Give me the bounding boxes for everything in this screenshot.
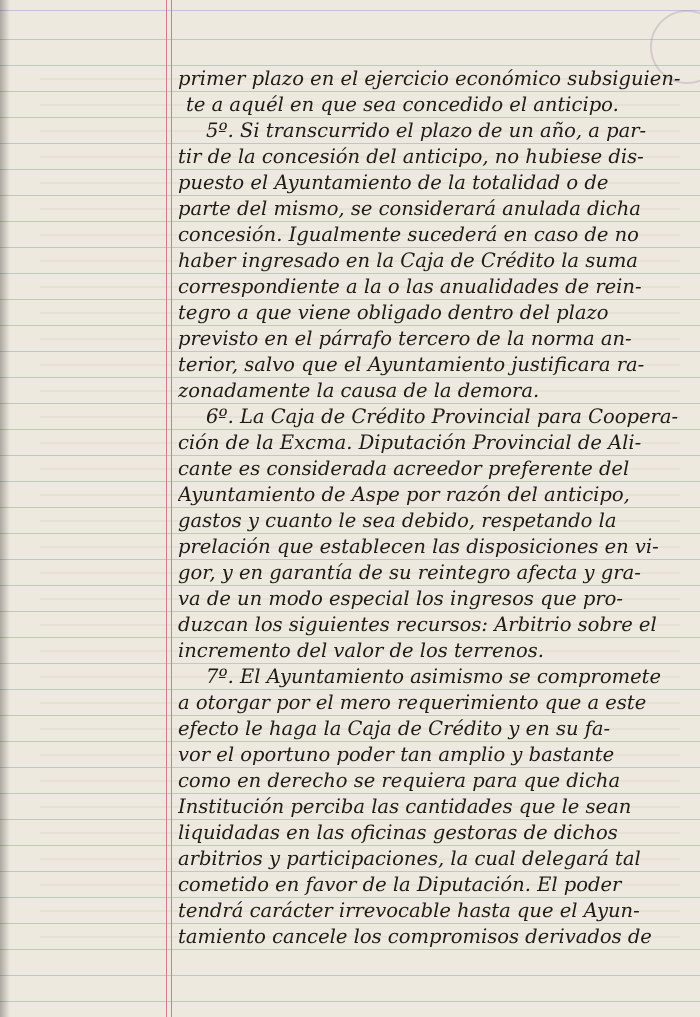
text-line: 6º. La Caja de Crédito Provincial para Coopera- bbox=[206, 405, 679, 428]
text-line: Institución perciba las cantidades que le sean bbox=[178, 795, 632, 818]
text-line: va de un modo especial los ingresos que pro- bbox=[178, 587, 624, 610]
text-line: gor, y en garantía de su reintegro afecta y gra- bbox=[178, 561, 641, 584]
text-line: correspondiente a la o las anualidades de rein- bbox=[178, 275, 642, 298]
text-line: haber ingresado en la Caja de Crédito la suma bbox=[178, 249, 638, 272]
margin-rule-left bbox=[166, 0, 167, 1017]
text-line: tir de la concesión del anticipo, no hubiese dis- bbox=[178, 145, 644, 168]
text-line: 7º. El Ayuntamiento asimismo se compromete bbox=[206, 665, 662, 688]
text-line: prelación que establecen las disposiciones en vi- bbox=[178, 535, 659, 558]
text-line: tegro a que viene obligado dentro del plazo bbox=[178, 301, 609, 324]
text-line: a otorgar por el mero requerimiento que a este bbox=[178, 691, 647, 714]
text-line: cometido en favor de la Diputación. El poder bbox=[178, 873, 622, 896]
text-line: Ayuntamiento de Aspe por razón del anticipo, bbox=[178, 483, 630, 506]
page-binding-shadow bbox=[0, 0, 10, 1017]
text-line: incremento del valor de los terrenos. bbox=[178, 639, 545, 662]
margin-rule-right bbox=[171, 0, 172, 1017]
text-line: cante es considerada acreedor preferente del bbox=[178, 457, 630, 480]
text-line: liquidadas en las oficinas gestoras de dichos bbox=[178, 821, 618, 844]
text-line: ción de la Excma. Diputación Provincial de Ali- bbox=[178, 431, 642, 454]
text-line: 5º. Si transcurrido el plazo de un año, a par- bbox=[206, 119, 647, 142]
text-line: como en derecho se requiera para que dicha bbox=[178, 769, 621, 792]
handwritten-text-block bbox=[178, 66, 690, 950]
text-line: arbitrios y participaciones, la cual delegará tal bbox=[178, 847, 641, 870]
text-line: vor el oportuno poder tan amplio y bastante bbox=[178, 743, 615, 766]
text-line: tendrá carácter irrevocable hasta que el Ayun- bbox=[178, 899, 640, 922]
text-line: concesión. Igualmente sucederá en caso de no bbox=[178, 223, 639, 246]
text-line: puesto el Ayuntamiento de la totalidad o de bbox=[178, 171, 609, 194]
text-line: zonadamente la causa de la demora. bbox=[178, 379, 540, 402]
text-line: efecto le haga la Caja de Crédito y en su fa- bbox=[178, 717, 611, 740]
text-line: duzcan los siguientes recursos: Arbitrio sobre el bbox=[178, 613, 657, 636]
text-line: primer plazo en el ejercicio económico subsiguien- bbox=[178, 67, 681, 90]
text-line: te a aquél en que sea concedido el anticipo. bbox=[186, 93, 619, 116]
text-line: terior, salvo que el Ayuntamiento justificara ra- bbox=[178, 353, 645, 376]
text-line: gastos y cuanto le sea debido, respetando la bbox=[178, 509, 617, 532]
text-line: previsto en el párrafo tercero de la norma an- bbox=[178, 327, 632, 350]
text-line: tamiento cancele los compromisos derivados de bbox=[178, 925, 652, 948]
text-line: parte del mismo, se considerará anulada dicha bbox=[178, 197, 641, 220]
